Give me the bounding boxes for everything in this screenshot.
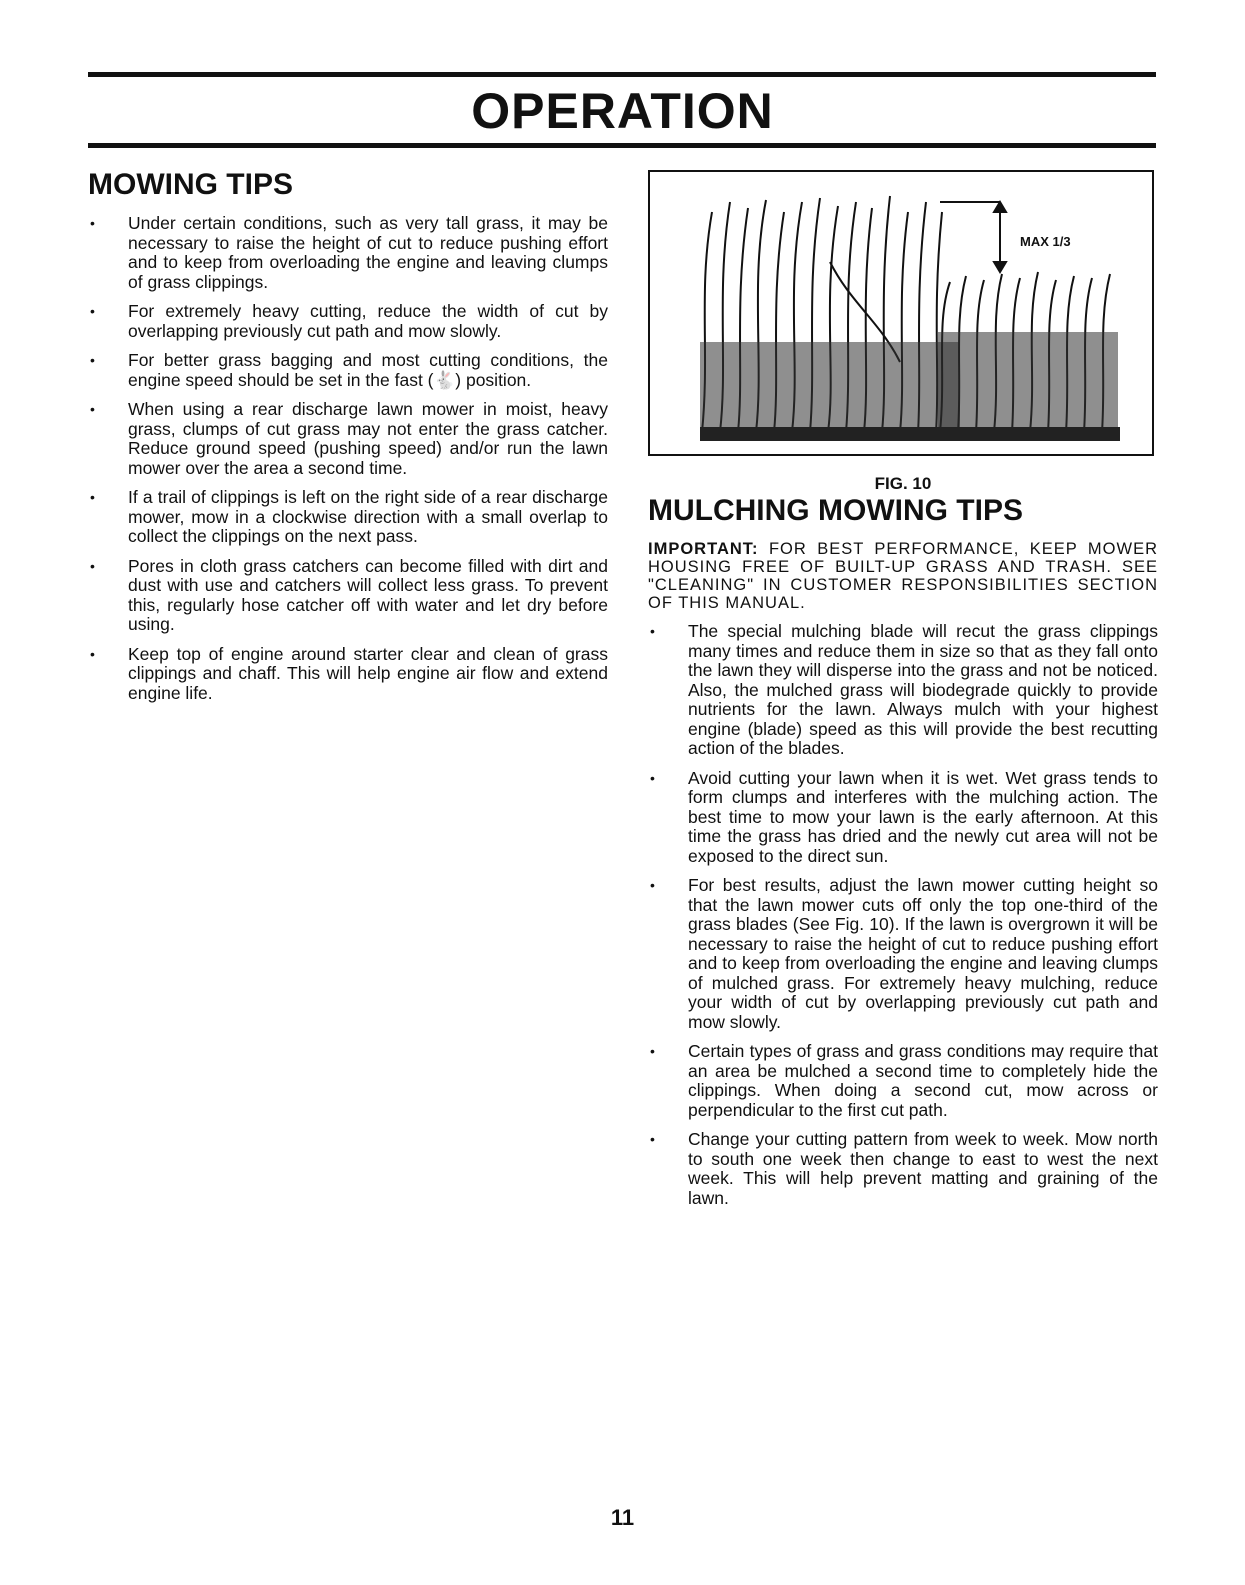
list-item-text: Under certain conditions, such as very tall grass, it may be necessary to raise the height of cut to reduce pushing effort and to keep from overloading the engine and leaving clumps of grass clippings. [128, 213, 608, 292]
grass-height-figure [648, 170, 1154, 456]
bullet-icon: • [650, 877, 655, 893]
mulching-tips-list [648, 622, 1158, 1208]
mowing-tips-section [88, 168, 608, 713]
list-item-text: Change your cutting pattern from week to week. Mow north to south one week then change to east to west the next week. This will help prevent matting and graining of the lawn. [688, 1129, 1158, 1208]
bullet-icon: • [650, 1131, 655, 1147]
bullet-icon: • [650, 1043, 655, 1059]
list-item-text: Avoid cutting your lawn when it is wet. Wet grass tends to form clumps and interferes with the mulching action. The best time to mow your lawn is the early afternoon. At this time the grass has dried and the newly cut area will not be exposed to the direct sun. [688, 767, 1158, 866]
list-item-text: Keep top of engine around starter clear and clean of grass clippings and chaff. This will help engine air flow and extend engine life. [128, 643, 608, 703]
mulching-tips-heading: MULCHING MOWING TIPS [648, 494, 1023, 527]
list-item-text: Certain types of grass and grass conditions may require that an area be mulched a second time to completely hide the clippings. When doing a second cut, mow across or perpendicular to the first cut path. [688, 1041, 1158, 1120]
bullet-icon: • [90, 489, 95, 505]
mowing-tips-list [88, 214, 608, 703]
right-column [648, 170, 1158, 1218]
list-item [88, 645, 608, 704]
bullet-icon: • [90, 303, 95, 319]
page-number: 11 [610, 1505, 635, 1530]
figure-caption: FIG. 10 [874, 474, 932, 493]
grass-illustration [650, 172, 1152, 454]
list-item [648, 1130, 1158, 1208]
bullet-icon: • [90, 352, 95, 368]
bullet-icon: • [650, 623, 655, 639]
header-rule-top [88, 72, 1156, 77]
bullet-icon: • [90, 557, 95, 574]
list-item-text: For best results, adjust the lawn mower cutting height so that the lawn mower cuts off only the top one-third of the grass blades (See Fig. 10). If the lawn is overgrown it will be necessary to raise the height of cut to reduce pushing effort and to keep from overloading the engine and leaving clumps of mulched grass. For extremely heavy mulching, reduce your width of cut by overlapping previously cut path and mow slowly. [688, 875, 1158, 1032]
bullet-icon: • [90, 215, 95, 231]
list-item-text: For extremely heavy cutting, reduce the width of cut by overlapping previously cut path and mow slowly. [128, 301, 608, 341]
list-item [648, 876, 1158, 1032]
bullet-icon: • [90, 401, 95, 417]
page-title: OPERATION [471, 83, 774, 139]
important-text: FOR BEST PERFORMANCE, KEEP MOWER HOUSING FREE OF BUILT-UP GRASS AND TRASH. SEE "CLEANING" IN CUSTOMER RESPONSIBILITIES SECTION OF THIS MANUAL. [648, 540, 1159, 612]
list-item [648, 769, 1158, 867]
list-item-text: The special mulching blade will recut the grass clippings many times and reduce them in size so that as they fall onto the lawn they will disperse into the grass and not be noticed. Also, the mulched grass will biodegrade quickly to provide nutrients for the lawn. Always mulch with your highest engine (blade) speed as this will provide the best recutting action of the blades. [688, 621, 1158, 758]
list-item [88, 557, 608, 635]
important-label: IMPORTANT: [648, 540, 759, 558]
bullet-icon: • [650, 769, 655, 786]
list-item [648, 622, 1158, 759]
list-item [88, 302, 608, 341]
bullet-icon: • [90, 645, 95, 662]
list-item [88, 488, 608, 547]
list-item [648, 1042, 1158, 1120]
list-item [88, 400, 608, 478]
list-item [88, 214, 608, 292]
header-rule-bottom [88, 143, 1156, 148]
max-height-label: MAX 1/3 [1020, 234, 1071, 249]
list-item-text: If a trail of clippings is left on the right side of a rear discharge mower, mow in a clockwise direction with a small overlap to collect the clippings on the next pass. [128, 487, 608, 546]
list-item [88, 351, 608, 390]
list-item-text: For better grass bagging and most cutting conditions, the engine speed should be set in the fast (🐇) position. [128, 350, 608, 390]
important-notice [648, 540, 1158, 612]
mowing-tips-heading: MOWING TIPS [88, 168, 293, 201]
list-item-text: When using a rear discharge lawn mower in moist, heavy grass, clumps of cut grass may not enter the grass catcher. Reduce ground speed (pushing speed) and/or run the lawn mower over the area a second time. [128, 399, 608, 478]
list-item-text: Pores in cloth grass catchers can become filled with dirt and dust with use and catchers will collect less grass. To prevent this, regularly hose catcher off with water and let dry before using. [128, 555, 608, 634]
